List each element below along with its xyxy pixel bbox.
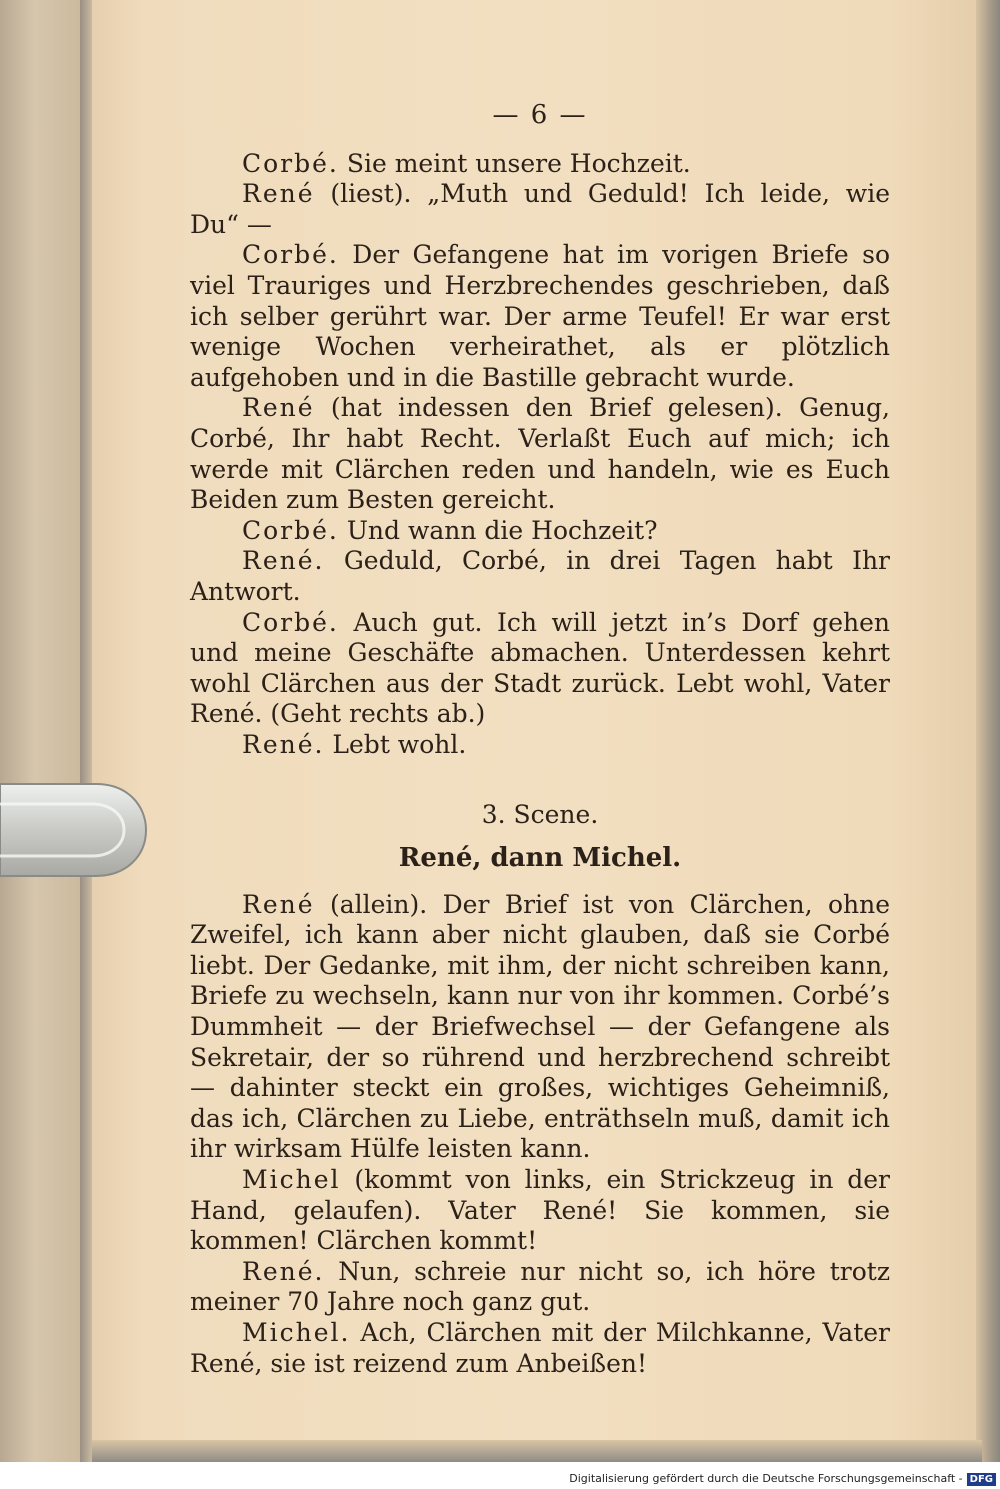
dialogue-text: Ach, Clärchen mit der Milchkanne, Vater René, sie ist reizend zum Anbeißen! <box>190 1317 890 1378</box>
footer-credit: Digitalisierung gefördert durch die Deutsche Forschungsgemeinschaft - <box>569 1472 963 1485</box>
speaker: Corbé. <box>242 240 339 270</box>
scene-cast: René, dann Michel. <box>398 843 682 874</box>
speaker: Corbé. <box>242 148 339 178</box>
dialogue-line <box>190 393 890 515</box>
page-clip-holder <box>0 770 148 890</box>
dialogue-text: Und wann die Hochzeit? <box>338 515 658 545</box>
dfg-logo: DFG <box>967 1473 996 1486</box>
dialogue-line <box>190 149 890 180</box>
speaker: Michel. <box>242 1317 351 1347</box>
dialogue-text: (hat indessen den Brief gelesen). Genug, Corbé, Ihr habt Recht. Verlaßt Euch auf mich; ich werde mit Clärchen reden und handeln, wie es Euch Beiden zum Besten gereicht. <box>190 393 890 515</box>
speaker: René. <box>242 1256 325 1286</box>
dialogue-text: Lebt wohl. <box>324 729 467 759</box>
dialogue-line <box>190 608 890 730</box>
dialogue-text: (allein). Der Brief ist von Clärchen, ohne Zweifel, ich kann aber nicht glauben, daß sie Corbé liebt. Der Gedanke, mit ihm, der nicht schreiben kann, Briefe zu wechseln, kann nur von ihr kommen. Corbé’s Dummheit — der Briefwechsel — der Gefangene als Sekretair, der so rührend und herzbrechend schreibt — dahinter steckt ein großes, wichtiges Geheimniß, das ich, Clärchen zu Liebe, enträthseln muß, damit ich ihr wirksam Hülfe leisten kann. <box>190 889 890 1164</box>
dialogue-text: Der Gefangene hat im vorigen Briefe so viel Trauriges und Herzbrechendes geschrieben, daß ich selber gerührt war. Der arme Teufel! Er war erst wenige Wochen verheirathet, als er plötzlich aufgehoben und in die Bastille gebracht wurde. <box>190 240 890 392</box>
dialogue-text: Auch gut. Ich will jetzt in’s Dorf gehen und meine Geschäfte abmachen. Unterdessen kehrt wohl Clärchen aus der Stadt zurück. Lebt wohl, Vater René. (Geht rechts ab.) <box>190 607 890 729</box>
dialogue-line <box>190 1165 890 1257</box>
page-number: — 6 — <box>492 100 588 130</box>
dialogue-text: (kommt von links, ein Strickzeug in der Hand, gelaufen). Vater René! Sie kommen, sie kommen! Clärchen kommt! <box>190 1165 890 1256</box>
speaker: Corbé. <box>242 607 339 637</box>
dialogue-line <box>190 179 890 240</box>
speaker: René <box>242 179 315 209</box>
dialogue-line <box>190 1318 890 1379</box>
digitization-footer <box>0 1468 996 1489</box>
page-right-edge <box>976 0 1000 1462</box>
dialogue-line <box>190 1257 890 1318</box>
dialogue-line <box>190 240 890 393</box>
page-bottom-shadow <box>92 1440 982 1462</box>
dialogue-line <box>190 890 890 1165</box>
dialogue-text: Sie meint unsere Hochzeit. <box>338 148 691 178</box>
dialogue-line <box>190 730 890 761</box>
speaker: René <box>242 393 315 423</box>
scene-heading: 3. Scene. <box>481 800 599 830</box>
dialogue-line <box>190 546 890 607</box>
speaker: Michel <box>242 1165 341 1194</box>
dialogue-text: (liest). „Muth und Geduld! Ich leide, wie Du“ — <box>190 179 890 239</box>
speaker: René <box>242 889 315 919</box>
dialogue-line <box>190 516 890 547</box>
book-cover-board <box>0 0 86 1462</box>
speaker: René. <box>242 729 325 759</box>
page-text <box>190 92 890 1379</box>
speaker: René. <box>242 546 325 576</box>
dialogue-text: Nun, schreie nur nicht so, ich höre trotz meiner 70 Jahre noch ganz gut. <box>190 1256 890 1317</box>
dialogue-text: Geduld, Corbé, in drei Tagen habt Ihr Antwort. <box>190 546 890 606</box>
speaker: Corbé. <box>242 515 339 545</box>
